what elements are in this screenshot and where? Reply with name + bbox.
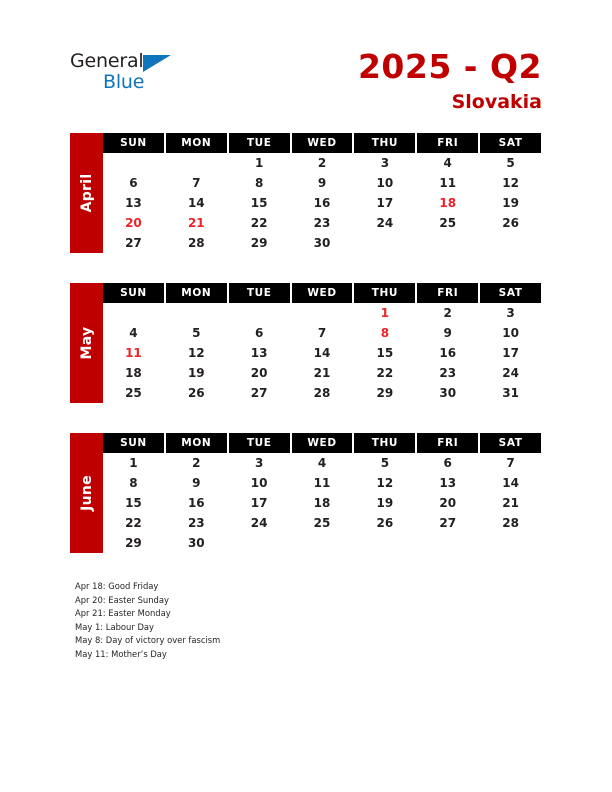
day-cell-april-28[interactable]: 28 [187, 236, 205, 250]
day-cell-april-20[interactable]: 20 [125, 216, 142, 230]
week-row [103, 473, 541, 493]
weekday-header-thu: THU [354, 283, 415, 303]
day-cell-may-18[interactable]: 18 [125, 366, 142, 380]
day-cell-may-10[interactable]: 10 [502, 326, 519, 340]
weekday-header-sun: SUN [103, 283, 164, 303]
day-cell-june-14[interactable]: 14 [502, 476, 519, 490]
month-block-june [70, 433, 541, 553]
day-cell-june-19[interactable]: 19 [376, 496, 394, 510]
day-cell-may-3[interactable]: 3 [506, 306, 515, 320]
week-row [103, 153, 541, 173]
day-cell-june-24[interactable]: 24 [250, 516, 268, 530]
week-row [103, 343, 541, 363]
day-cell-may-19[interactable]: 19 [187, 366, 205, 380]
day-cell-june-6[interactable]: 6 [443, 456, 452, 470]
weekday-header-row [103, 133, 541, 153]
day-cell-june-18[interactable]: 18 [313, 496, 331, 510]
month-grid [103, 283, 541, 403]
weekday-header-fri: FRI [417, 433, 478, 453]
day-cell-april-27[interactable]: 27 [125, 236, 142, 250]
weekday-header-row [103, 433, 541, 453]
week-row [103, 513, 541, 533]
month-name-label: May [78, 326, 95, 360]
logo-triangle-icon [143, 55, 171, 72]
day-cell-june-5[interactable]: 5 [380, 456, 390, 470]
month-tab-may [70, 283, 103, 403]
week-row [103, 323, 541, 343]
weekday-header-mon: MON [166, 133, 227, 153]
day-cell-june-21[interactable]: 21 [502, 496, 519, 510]
day-cell-april-9[interactable]: 9 [317, 176, 327, 190]
day-cell-april-18[interactable]: 18 [439, 196, 457, 210]
day-cell-june-7[interactable]: 7 [506, 456, 515, 470]
day-cell-april-19[interactable]: 19 [502, 196, 519, 210]
day-cell-may-23[interactable]: 23 [439, 366, 457, 380]
legend-item-3: May 1: Labour Day [75, 621, 154, 632]
week-row [103, 173, 541, 193]
day-cell-april-13[interactable]: 13 [125, 196, 142, 210]
day-cell-may-6[interactable]: 6 [254, 326, 264, 340]
legend-item-0: Apr 18: Good Friday [75, 581, 159, 591]
day-cell-april-7[interactable]: 7 [192, 176, 201, 190]
day-cell-may-12[interactable]: 12 [187, 346, 205, 360]
day-cell-empty [417, 533, 478, 553]
weekday-header-sat: SAT [480, 283, 541, 303]
month-block-april [70, 133, 541, 253]
day-cell-april-4[interactable]: 4 [443, 156, 452, 170]
day-cell-april-30[interactable]: 30 [313, 236, 331, 250]
day-cell-may-5[interactable]: 5 [192, 326, 201, 340]
day-cell-june-26[interactable]: 26 [376, 516, 394, 530]
day-cell-april-11[interactable]: 11 [439, 176, 457, 190]
day-cell-april-29[interactable]: 29 [250, 236, 268, 250]
day-cell-may-1[interactable]: 1 [380, 306, 390, 320]
day-cell-april-17[interactable]: 17 [376, 196, 394, 210]
day-cell-june-28[interactable]: 28 [502, 516, 519, 530]
weekday-header-sun: SUN [103, 133, 164, 153]
day-cell-june-23[interactable]: 23 [187, 516, 205, 530]
day-cell-june-12[interactable]: 12 [376, 476, 394, 490]
weekday-header-mon: MON [166, 283, 227, 303]
day-cell-june-22[interactable]: 22 [125, 516, 142, 530]
day-cell-empty [166, 153, 227, 173]
general-blue-logo [70, 50, 190, 100]
day-cell-may-24[interactable]: 24 [502, 366, 519, 380]
week-row [103, 383, 541, 403]
day-cell-may-29[interactable]: 29 [376, 386, 394, 400]
day-cell-may-7[interactable]: 7 [317, 326, 327, 340]
day-cell-april-25[interactable]: 25 [439, 216, 457, 230]
day-cell-april-15[interactable]: 15 [250, 196, 268, 210]
day-cell-empty [229, 303, 290, 323]
day-cell-empty [292, 303, 353, 323]
day-cell-june-17[interactable]: 17 [250, 496, 268, 510]
day-cell-april-12[interactable]: 12 [502, 176, 519, 190]
week-row [103, 233, 541, 253]
legend-item-2: Apr 21: Easter Monday [75, 608, 171, 619]
weekday-header-tue: TUE [229, 283, 290, 303]
weekday-header-fri: FRI [417, 133, 478, 153]
day-cell-june-3[interactable]: 3 [254, 456, 264, 470]
weekday-header-row [103, 283, 541, 303]
day-cell-empty [229, 533, 290, 553]
day-cell-april-22[interactable]: 22 [250, 216, 268, 230]
day-cell-june-16[interactable]: 16 [187, 496, 205, 510]
day-cell-may-31[interactable]: 31 [502, 386, 519, 400]
day-cell-april-1[interactable]: 1 [254, 156, 264, 170]
day-cell-empty [103, 303, 164, 323]
day-cell-may-2[interactable]: 2 [443, 306, 452, 320]
month-tab-april [70, 133, 103, 253]
day-cell-may-30[interactable]: 30 [439, 386, 457, 400]
week-row [103, 193, 541, 213]
month-block-may [70, 283, 541, 403]
day-cell-may-16[interactable]: 16 [439, 346, 457, 360]
day-cell-may-26[interactable]: 26 [187, 386, 205, 400]
weekday-header-wed: WED [292, 283, 353, 303]
day-cell-may-14[interactable]: 14 [313, 346, 331, 360]
week-row [103, 213, 541, 233]
day-cell-june-27[interactable]: 27 [439, 516, 457, 530]
page-header [0, 0, 612, 130]
day-cell-empty [480, 233, 541, 253]
week-row [103, 453, 541, 473]
weekday-header-tue: TUE [229, 133, 290, 153]
month-name-label: April [78, 173, 95, 213]
day-cell-april-24[interactable]: 24 [376, 216, 394, 230]
weekday-header-wed: WED [292, 433, 353, 453]
day-cell-may-17[interactable]: 17 [502, 346, 519, 360]
day-cell-may-22[interactable]: 22 [376, 366, 394, 380]
day-cell-april-5[interactable]: 5 [506, 156, 515, 170]
legend-item-4: May 8: Day of victory over fascism [75, 635, 221, 646]
day-cell-may-9[interactable]: 9 [443, 326, 452, 340]
day-cell-empty [480, 533, 541, 553]
day-cell-empty [292, 533, 353, 553]
month-grid [103, 433, 541, 553]
logo-word-general: General [70, 50, 144, 72]
day-cell-may-15[interactable]: 15 [376, 346, 394, 360]
day-cell-empty [166, 303, 227, 323]
day-cell-april-21[interactable]: 21 [187, 216, 205, 230]
day-cell-june-20[interactable]: 20 [439, 496, 457, 510]
weekday-header-mon: MON [166, 433, 227, 453]
weekday-header-sun: SUN [103, 433, 164, 453]
day-cell-may-28[interactable]: 28 [313, 386, 331, 400]
day-cell-june-9[interactable]: 9 [192, 476, 201, 490]
day-cell-may-11[interactable]: 11 [125, 346, 142, 360]
day-cell-april-16[interactable]: 16 [313, 196, 331, 210]
day-cell-april-3[interactable]: 3 [380, 156, 390, 170]
weekday-header-thu: THU [354, 133, 415, 153]
day-cell-june-11[interactable]: 11 [313, 476, 331, 490]
day-cell-april-23[interactable]: 23 [313, 216, 331, 230]
day-cell-april-10[interactable]: 10 [376, 176, 394, 190]
day-cell-april-26[interactable]: 26 [502, 216, 519, 230]
day-cell-empty [354, 233, 415, 253]
day-cell-june-29[interactable]: 29 [125, 536, 142, 550]
day-cell-june-1[interactable]: 1 [129, 456, 138, 470]
day-cell-empty [103, 153, 164, 173]
day-cell-june-2[interactable]: 2 [192, 456, 201, 470]
month-tab-june [70, 433, 103, 553]
day-cell-april-14[interactable]: 14 [187, 196, 205, 210]
weekday-header-fri: FRI [417, 283, 478, 303]
day-cell-april-2[interactable]: 2 [317, 156, 327, 170]
month-grid [103, 133, 541, 253]
title-block [358, 48, 542, 114]
weekday-header-sat: SAT [480, 133, 541, 153]
day-cell-june-13[interactable]: 13 [439, 476, 457, 490]
week-row [103, 303, 541, 323]
day-cell-empty [354, 533, 415, 553]
day-cell-june-30[interactable]: 30 [187, 536, 205, 550]
holiday-legend [75, 580, 475, 662]
day-cell-june-10[interactable]: 10 [250, 476, 268, 490]
day-cell-june-15[interactable]: 15 [125, 496, 142, 510]
week-row [103, 533, 541, 553]
weekday-header-thu: THU [354, 433, 415, 453]
day-cell-may-20[interactable]: 20 [250, 366, 268, 380]
week-row [103, 363, 541, 383]
day-cell-may-8[interactable]: 8 [380, 326, 390, 340]
month-name-label: June [78, 475, 95, 511]
day-cell-empty [417, 233, 478, 253]
logo-word-blue: Blue [103, 71, 145, 93]
week-row [103, 493, 541, 513]
page-title: 2025 - Q2 [357, 47, 542, 86]
day-cell-may-21[interactable]: 21 [313, 366, 331, 380]
legend-item-5: May 11: Mother’s Day [75, 648, 167, 659]
weekday-header-sat: SAT [480, 433, 541, 453]
day-cell-june-4[interactable]: 4 [317, 456, 327, 470]
day-cell-june-25[interactable]: 25 [313, 516, 331, 530]
day-cell-april-6[interactable]: 6 [129, 176, 138, 190]
day-cell-april-8[interactable]: 8 [254, 176, 264, 190]
day-cell-june-8[interactable]: 8 [129, 476, 138, 490]
page-subtitle-country: Slovakia [451, 91, 542, 113]
day-cell-may-13[interactable]: 13 [250, 346, 268, 360]
legend-item-1: Apr 20: Easter Sunday [75, 594, 169, 605]
day-cell-may-4[interactable]: 4 [129, 326, 138, 340]
weekday-header-wed: WED [292, 133, 353, 153]
day-cell-may-27[interactable]: 27 [250, 386, 268, 400]
weekday-header-tue: TUE [229, 433, 290, 453]
day-cell-may-25[interactable]: 25 [125, 386, 142, 400]
